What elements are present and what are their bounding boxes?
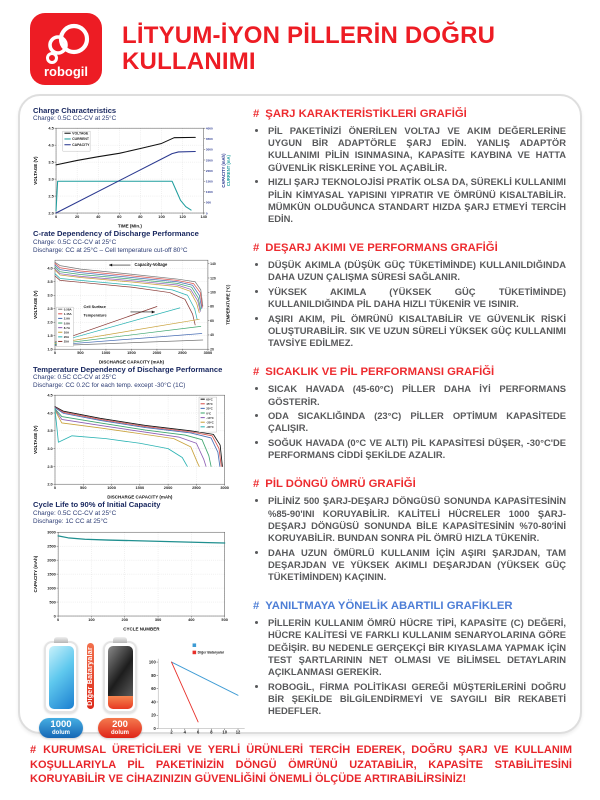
svg-text:400: 400	[188, 616, 195, 622]
svg-text:1.0: 1.0	[47, 346, 53, 352]
svg-text:3.0: 3.0	[47, 292, 53, 298]
svg-text:2.0: 2.0	[48, 210, 54, 216]
section-heading: ŞARJ KARAKTERİSTİKLERİ GRAFİĞİ	[265, 108, 467, 120]
svg-text:Capacity-Voltage: Capacity-Voltage	[134, 261, 168, 267]
section-sarj-karakteristikleri	[253, 108, 566, 228]
svg-text:0: 0	[53, 612, 56, 618]
charts-column	[33, 106, 241, 737]
hash-icon: #	[253, 242, 260, 255]
svg-text:CYCLE NUMBER: CYCLE NUMBER	[123, 625, 160, 631]
svg-text:1500: 1500	[205, 179, 213, 184]
bad-battery-column	[98, 637, 142, 738]
svg-text:2000: 2000	[152, 349, 162, 355]
crate-discharge-chart	[33, 256, 232, 365]
svg-text:CURRENT (mA): CURRENT (mA)	[225, 155, 231, 187]
svg-text:4.5: 4.5	[48, 126, 54, 132]
hash-icon: #	[253, 478, 260, 491]
svg-text:3.0: 3.0	[48, 176, 54, 182]
svg-text:2.5: 2.5	[47, 305, 53, 311]
bullet-item: • HIZLI ŞARJ TEKNOLOJİSİ PRATİK OLSA DA, SÜREKLİ KULLANIMI PİLİN KİMYASAL YAPISINI YIPRATIR VE ÖMRÜNÜ KISALTABİLİR. MÜMKÜN OLDUĞUNCA STANDART HIZDA ŞARJ ETMEYİ TERCİH EDİN.	[268, 176, 566, 225]
section-bullets	[268, 383, 566, 461]
good-battery-badge	[39, 718, 83, 738]
temperature-discharge-chart	[33, 391, 232, 500]
svg-text:1500: 1500	[127, 349, 136, 355]
svg-text:1500: 1500	[47, 571, 56, 577]
bad-battery-badge	[98, 718, 142, 738]
svg-text:40: 40	[210, 332, 214, 337]
chart-title: Cycle Life to 90% of Initial Capacity	[33, 500, 161, 510]
footer-text: KURUMSAL ÜRETİCİLERİ VE YERLİ ÜRÜNLERİ TERCİH EDEREK, DOĞRU ŞARJ VE KULLANIM KOŞULLARIYLA PİL PAKETİNİZİN DÖNGÜ ÖMRÜNÜ UZATABİLİR, KAPASİTE STABİLİTESİNİ KORUYABİLİR VE CİHAZINIZIN GÜVENLİĞİNİ ÖNEMLİ ÖLÇÜDE ARTIRABİLİRSİNİZ!	[30, 744, 572, 786]
svg-text:4.5: 4.5	[47, 392, 53, 398]
svg-text:200: 200	[121, 616, 128, 622]
svg-text:20: 20	[74, 214, 80, 220]
bullet-item: • DÜŞÜK AKIMLA (DÜŞÜK GÜÇ TÜKETİMİNDE) KULLANILDIĞINDA DAHA UZUN ÇALIŞMA SÜRESİ SAĞLANIR.	[268, 259, 566, 283]
svg-text:12: 12	[235, 729, 241, 735]
svg-text:80: 80	[151, 673, 156, 679]
svg-text:2500: 2500	[47, 543, 56, 549]
robogil-logo-mark	[30, 13, 102, 85]
svg-text:2500: 2500	[205, 158, 213, 163]
svg-text:4000: 4000	[205, 126, 213, 131]
svg-text:40: 40	[151, 699, 156, 705]
svg-text:3.5: 3.5	[47, 278, 53, 284]
svg-text:TEMPERATURE (°C): TEMPERATURE (°C)	[225, 284, 231, 325]
svg-text:100: 100	[210, 290, 216, 295]
svg-text:3.0: 3.0	[47, 446, 53, 452]
good-unit: dolum	[52, 730, 70, 737]
section-bullets	[268, 495, 566, 583]
section-heading-row	[253, 242, 566, 255]
bullet-item: • PİL PAKETİNİZİ ÖNERİLEN VOLTAJ VE AKIM DEĞERLERİNE UYGUN BİR ADAPTÖRLE ŞARJ EDİN. YANLIŞ ADAPTÖR KULLANIMI PİLİN ISINMASINA, KAPASİTE KAYBINA VE HATTA GÜVENLİK RİSKLERİNE YOL AÇABİLİR.	[268, 125, 566, 174]
chart-title: Temperature Dependency of Discharge Performance	[33, 364, 223, 374]
svg-text:500: 500	[80, 485, 87, 491]
svg-text:500: 500	[77, 349, 84, 355]
section-heading-row	[253, 108, 566, 121]
svg-text:CAPACITY: CAPACITY	[72, 143, 90, 148]
svg-text:1000: 1000	[101, 349, 111, 355]
svg-text:20: 20	[210, 347, 214, 352]
robogil-logo	[30, 13, 102, 85]
section-heading-row	[253, 600, 566, 613]
svg-text:60°C: 60°C	[206, 397, 213, 402]
bullet-item: • PİLLERİN KULLANIM ÖMRÜ HÜCRE TİPİ, KAPASİTE (C) DEĞERİ, HÜCRE KALİTESİ VE FARKLI KULLANIM SENARYOLARINA GÖRE DEĞİŞİR. BU NEDENLE GERÇEKÇİ BİR KIYASLAMA YAPMAK İÇİN TEST ŞARTLARININ NET OLMASI VE BİLİMSEL DETAYLARIN AÇIKLANMASI GEREKİR.	[268, 617, 566, 678]
chart-subtitle-2: Discharge: CC at 25°C – Cell temperature cut-off 80°C	[33, 246, 188, 254]
svg-text:1000: 1000	[107, 485, 116, 491]
content-panel	[18, 94, 582, 737]
svg-text:0°C: 0°C	[206, 411, 212, 416]
svg-text:5.8A: 5.8A	[63, 320, 70, 325]
section-heading-row	[253, 478, 566, 491]
svg-text:3000: 3000	[220, 485, 229, 491]
svg-text:1.5: 1.5	[47, 332, 53, 338]
svg-text:2.9A: 2.9A	[63, 316, 70, 321]
svg-text:2000: 2000	[205, 169, 213, 174]
hash-icon: #	[253, 366, 260, 379]
full-battery-graphic	[44, 641, 78, 713]
chart-cycle-life	[33, 500, 239, 631]
capacity-decline-mini-chart	[146, 641, 248, 741]
svg-text:0.58A: 0.58A	[63, 307, 72, 312]
chart-subtitle-2: Discharge: 1C CC at 25°C	[33, 517, 108, 525]
svg-text:1000: 1000	[47, 584, 56, 590]
svg-text:Diğer Bataryalar: Diğer Bataryalar	[197, 650, 225, 655]
svg-text:1500: 1500	[135, 485, 145, 491]
svg-text:20A: 20A	[63, 334, 70, 339]
svg-text:Cell Surface: Cell Surface	[83, 303, 106, 309]
svg-text:25A: 25A	[63, 339, 70, 344]
section-desarj-akimi	[253, 242, 566, 352]
svg-text:3000: 3000	[205, 148, 213, 153]
bullet-item: • DAHA UZUN ÖMÜRLÜ KULLANIM İÇİN AŞIRI ŞARJDAN, TAM DEŞARJDAN VE YÜKSEK AKIMLI DEŞARJDAN (YÜKSEK GÜÇ TÜKETİMİNDEN) KAÇININ.	[268, 547, 566, 584]
text-column	[249, 106, 568, 724]
svg-text:6: 6	[196, 729, 200, 735]
section-heading: YANILTMAYA YÖNELİK ABARTILI GRAFİKLER	[265, 600, 513, 613]
battery-fill-blue	[49, 646, 74, 709]
svg-text:2000: 2000	[163, 485, 173, 491]
svg-text:2.5: 2.5	[48, 193, 54, 199]
svg-text:20: 20	[151, 712, 156, 718]
battery-terminal	[54, 637, 68, 643]
svg-text:120: 120	[210, 275, 216, 280]
svg-text:2.0: 2.0	[47, 481, 53, 487]
svg-text:60: 60	[210, 318, 214, 323]
svg-text:CAPACITY (mAh): CAPACITY (mAh)	[33, 555, 39, 593]
svg-text:60: 60	[151, 686, 156, 692]
chart-subtitle: Charge: 0.5C CC-CV at 25°C	[33, 238, 117, 246]
svg-text:0: 0	[53, 485, 57, 491]
section-bullets	[268, 617, 566, 717]
section-bullets	[268, 259, 566, 350]
svg-text:1000: 1000	[205, 190, 213, 195]
svg-text:2.5: 2.5	[47, 463, 53, 469]
chart-subtitle: Charge: 0.5C CC-CV at 25°C	[33, 115, 117, 123]
svg-text:3.5: 3.5	[47, 428, 53, 434]
svg-text:140: 140	[200, 214, 207, 220]
bullet-item: • YÜKSEK AKIMLA (YÜKSEK GÜÇ TÜKETİMİNDE) KULLANILDIĞINDA PİL DAHA HIZLI TÜKENİR VE ISINIR.	[268, 286, 566, 310]
svg-text:2000: 2000	[47, 557, 56, 563]
svg-text:300: 300	[154, 616, 162, 622]
svg-text:3.5: 3.5	[48, 159, 54, 165]
svg-text:140: 140	[210, 261, 216, 266]
section-heading: SICAKLIK VE PİL PERFORMANSI GRAFİĞİ	[265, 366, 495, 379]
hash-icon: #	[253, 108, 260, 120]
section-heading-row	[253, 366, 566, 379]
hash-icon: #	[253, 600, 260, 613]
chart-charge-characteristics	[33, 106, 239, 229]
good-count: 1000	[50, 719, 72, 731]
svg-text:8.7A: 8.7A	[63, 325, 70, 330]
svg-text:2500: 2500	[178, 349, 187, 355]
svg-text:1.45A: 1.45A	[63, 311, 72, 316]
svg-text:4.0: 4.0	[48, 143, 54, 149]
chart-subtitle-2: Discharge: CC 0.2C for each temp. except -30°C (1C)	[33, 382, 186, 390]
svg-text:10A: 10A	[63, 330, 70, 335]
svg-text:3500: 3500	[205, 137, 213, 142]
footer-note	[30, 743, 572, 787]
svg-text:4: 4	[183, 729, 186, 735]
charge-characteristics-chart	[33, 124, 232, 229]
svg-text:0: 0	[53, 349, 57, 355]
chart-temperature-discharge	[33, 365, 239, 500]
svg-text:robogil: robogil	[43, 64, 89, 79]
svg-text:80: 80	[138, 214, 143, 220]
svg-text:8: 8	[210, 729, 213, 735]
section-sicaklik-performans	[253, 366, 566, 464]
battery-comparison-graphic	[33, 631, 239, 741]
chart-title: C-rate Dependency of Discharge Performance	[33, 229, 199, 239]
header	[0, 0, 600, 90]
chart-crate-discharge	[33, 229, 239, 364]
bullet-item: • ODA SICAKLIĞINDA (23°C) PİLLER OPTİMUM KAPASİTEDE ÇALIŞIR.	[268, 410, 566, 434]
bad-count: 200	[112, 719, 128, 731]
section-heading: DEŞARJ AKIMI VE PERFORMANS GRAFİĞİ	[265, 242, 498, 255]
svg-text:100: 100	[158, 214, 165, 220]
svg-text:500: 500	[49, 598, 56, 604]
cycle-life-chart	[33, 527, 232, 632]
svg-text:100: 100	[148, 659, 156, 665]
svg-text:0: 0	[54, 214, 58, 220]
svg-text:-30°C: -30°C	[206, 425, 214, 430]
svg-text:120: 120	[179, 214, 186, 220]
svg-text:VOLTAGE (V): VOLTAGE (V)	[33, 156, 39, 186]
svg-text:100: 100	[88, 616, 95, 622]
battery-fill-red	[108, 696, 133, 709]
hash-icon: #	[30, 744, 37, 756]
bad-unit: dolum	[111, 730, 129, 737]
bullet-item: • SICAK HAVADA (45-60°C) PİLLER DAHA İYİ PERFORMANS GÖSTERİR.	[268, 383, 566, 407]
bullet-item: • PİLİNİZ 500 ŞARJ-DEŞARJ DÖNGÜSÜ SONUNDA KAPASİTESİNİN %85-90'INI KORUYABİLİR. KALİTELİ HÜCRELER 1000 ŞARJ-DEŞARJ DÖNGÜSÜ SONUNDA BİLE KAPASİTESİNİN %70-80'İNİ KORUYABİLİR. BUNDAN SONRA PİL ÖMRÜ HIZLA TÜKENİR.	[268, 495, 566, 544]
section-heading: PİL DÖNGÜ ÖMRÜ GRAFİĞİ	[265, 478, 416, 491]
svg-text:0: 0	[153, 726, 156, 732]
svg-text:40: 40	[96, 214, 101, 220]
svg-text:CAPACITY (mAh): CAPACITY (mAh)	[221, 154, 227, 189]
svg-text:VOLTAGE (V): VOLTAGE (V)	[33, 290, 39, 319]
svg-text:-20°C: -20°C	[206, 420, 214, 425]
svg-text:TIME (Min.): TIME (Min.)	[117, 223, 142, 229]
svg-text:500: 500	[221, 616, 228, 622]
svg-text:0: 0	[205, 211, 208, 216]
svg-text:2: 2	[170, 729, 173, 735]
bullet-item: • AŞIRI AKIM, PİL ÖMRÜNÜ KISALTABİLİR VE GÜVENLİK RİSKİ OLUŞTURABİLİR. SIK VE UZUN SÜRELİ YÜKSEK GÜÇ KULLANIMI TAVSİYE EDİLMEZ.	[268, 313, 566, 350]
bullet-item: • ROBOGİL, FİRMA POLİTİKASI GEREĞİ MÜŞTERİLERİNİ DOĞRU BİR ŞEKİLDE BİLGİLENDİRMEYİ VE SAYGILI BİR REKABETİ HEDEFLER.	[268, 681, 566, 718]
svg-text:3000: 3000	[203, 349, 213, 355]
svg-text:500: 500	[205, 201, 211, 206]
empty-battery-graphic	[103, 641, 137, 713]
svg-text:10: 10	[222, 729, 227, 735]
chart-title: Charge Characteristics	[33, 106, 117, 115]
svg-text:DISCHARGE CAPACITY (mAh): DISCHARGE CAPACITY (mAh)	[107, 494, 173, 500]
section-abartili-grafikler	[253, 600, 566, 720]
svg-text:2500: 2500	[192, 485, 201, 491]
svg-text:2.0: 2.0	[47, 319, 53, 325]
svg-text:-10°C: -10°C	[206, 415, 214, 420]
svg-text:25°C: 25°C	[206, 406, 213, 411]
battery-terminal	[113, 637, 127, 643]
svg-text:4.0: 4.0	[47, 410, 53, 416]
svg-text:VOLTAGE: VOLTAGE	[72, 131, 89, 136]
svg-text:60: 60	[117, 214, 122, 220]
section-bullets	[268, 125, 566, 225]
bullet-item: • SOĞUK HAVADA (0°C VE ALTI) PİL KAPASİTESİ DÜŞER, -30°C'DE PERFORMANS CİDDİ ŞEKİLDE AZALIR.	[268, 437, 566, 461]
svg-text:4.0: 4.0	[47, 265, 53, 271]
svg-text:VOLTAGE (V): VOLTAGE (V)	[33, 425, 39, 454]
section-dongu-omru	[253, 478, 566, 586]
svg-text:45°C: 45°C	[206, 402, 213, 407]
svg-text:3000: 3000	[47, 529, 56, 535]
chart-subtitle: Charge: 0.5C CC-CV at 25°C	[33, 374, 117, 382]
chart-subtitle: Charge: 0.5C CC-CV at 25°C	[33, 509, 117, 517]
svg-text:80: 80	[210, 304, 214, 309]
svg-text:DISCHARGE CAPACITY (mAh): DISCHARGE CAPACITY (mAh)	[98, 359, 164, 365]
good-battery-column	[39, 637, 83, 738]
battery-fill-dark	[108, 646, 133, 696]
other-batteries-label: Diğer Bataryalar	[87, 643, 94, 709]
page-title: LİTYUM-İYON PİLLERİN DOĞRU KULLANIMI	[122, 21, 496, 75]
svg-text:CURRENT: CURRENT	[72, 137, 89, 142]
svg-text:Temperature: Temperature	[83, 312, 107, 318]
svg-text:0: 0	[57, 616, 60, 622]
